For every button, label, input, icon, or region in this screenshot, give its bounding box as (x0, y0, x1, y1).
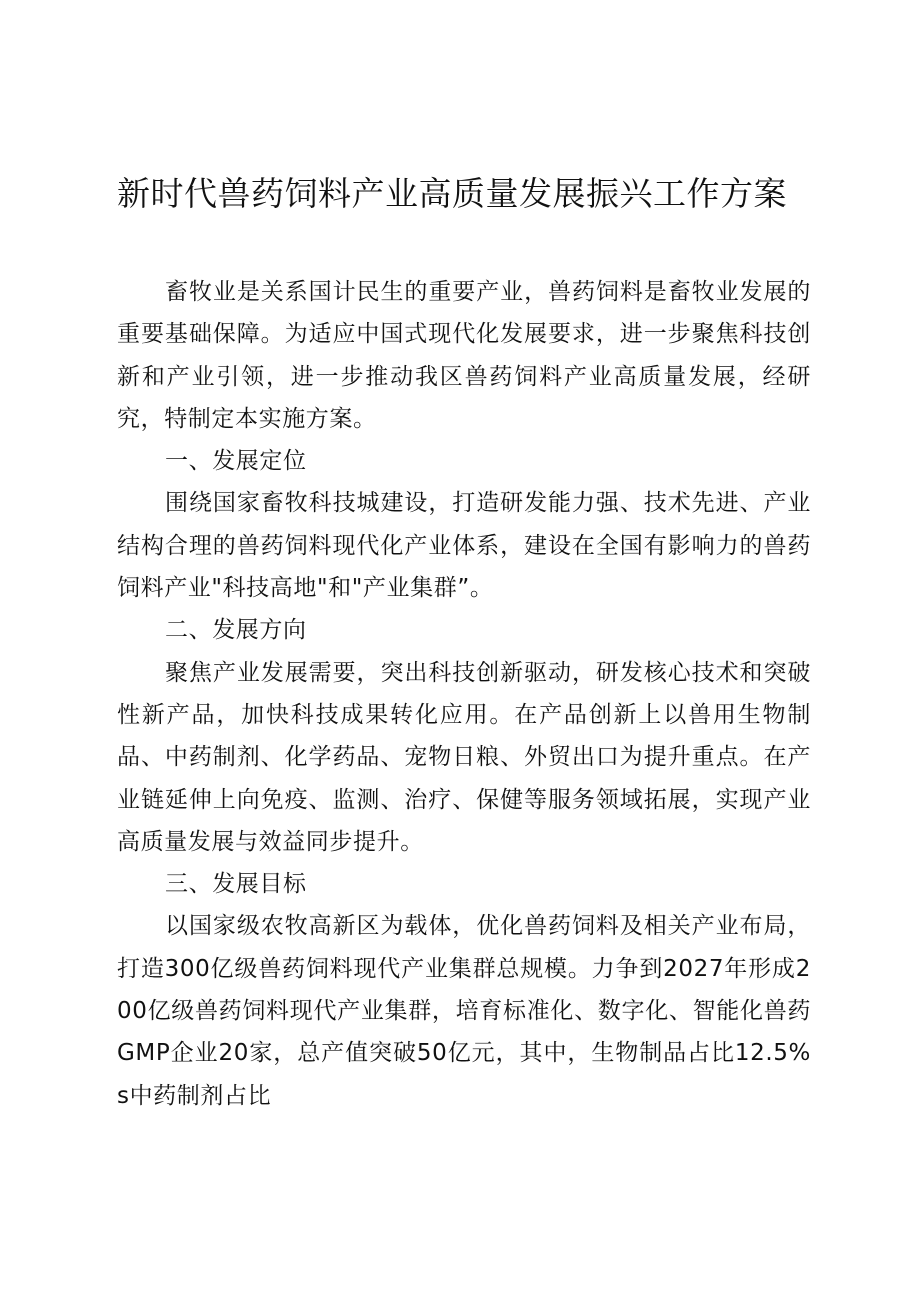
intro-paragraph: 畜牧业是关系国计民生的重要产业，兽药饲料是畜牧业发展的重要基础保障。为适应中国式现代化发展要求，进一步聚焦科技创新和产业引领，进一步推动我区兽药饲料产业高质量发展，经研究，特制定本实施方案。 (117, 279, 811, 432)
section-heading-goals: 三、发展目标 (165, 871, 307, 898)
section-heading-direction: 二、发展方向 (165, 617, 307, 644)
section-heading-positioning: 一、发展定位 (165, 448, 307, 475)
section-text-direction: 聚焦产业发展需要，突出科技创新驱动，研发核心技术和突破性新产品，加快科技成果转化应用。在产品创新上以兽用生物制品、中药制剂、化学药品、宠物日粮、外贸出口为提升重点。在产业链延伸上向免疫、监测、治疗、保健等服务领域拓展，实现产业高质量发展与效益同步提升。 (117, 659, 811, 855)
document-body (117, 271, 811, 1117)
document-title: 新时代兽药饲料产业高质量发展振兴工作方案 (117, 174, 787, 213)
section-text-goals: 以国家级农牧高新区为载体，优化兽药饲料及相关产业布局，打造300亿级兽药饲料现代产业集群总规模。力争到2027年形成200亿级兽药饲料现代产业集群，培育标准化、数字化、智能化兽药GMP企业20家，总产值突破50亿元，其中，生物制品占比12.5%s中药制剂占比 (117, 913, 811, 1109)
section-text-positioning: 围绕国家畜牧科技城建设，打造研发能力强、技术先进、产业结构合理的兽药饲料现代化产业体系，建设在全国有影响力的兽药饲料产业"科技高地"和"产业集群”。 (117, 490, 811, 602)
